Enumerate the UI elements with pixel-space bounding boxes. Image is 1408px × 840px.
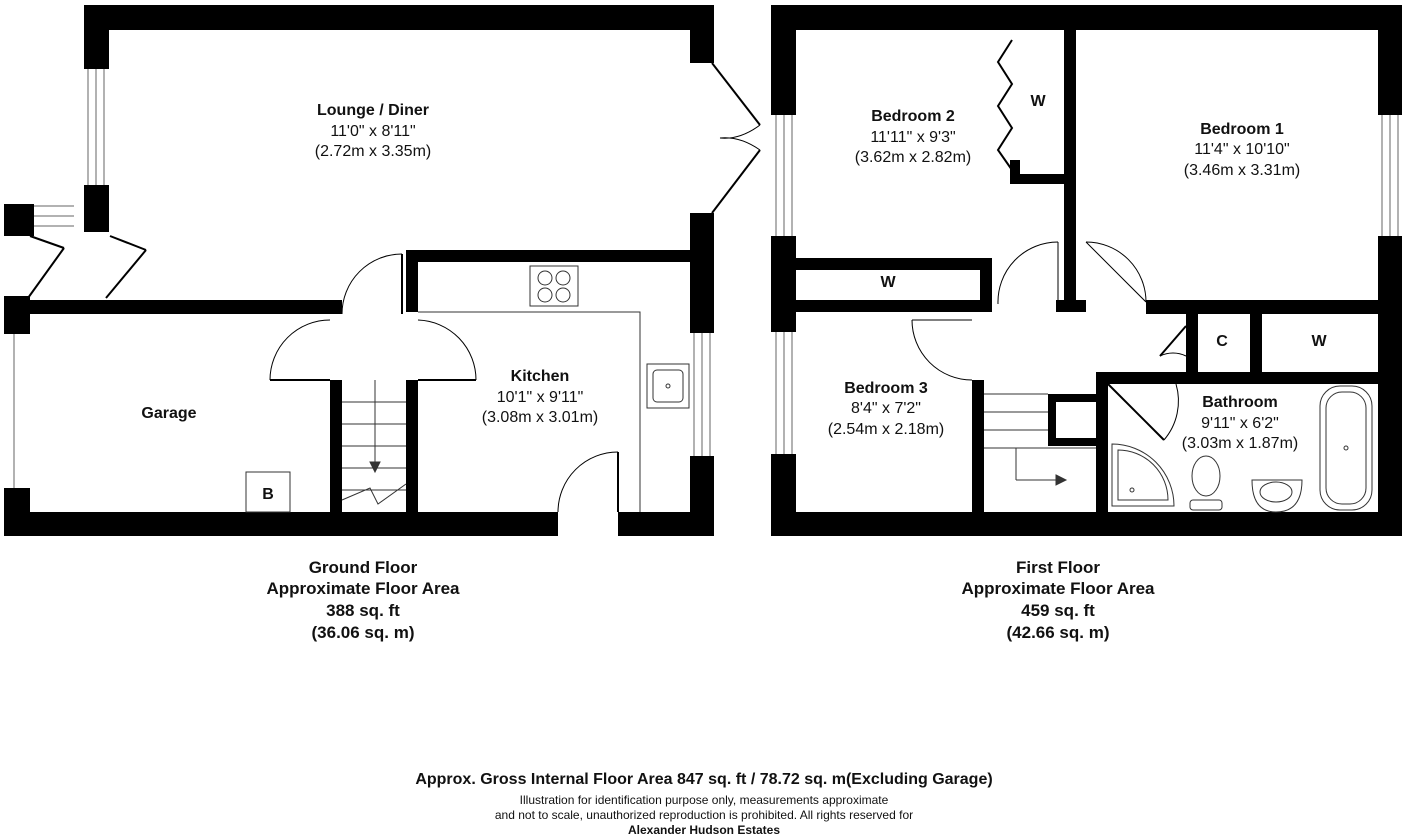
first-floor-walls xyxy=(771,5,1402,536)
wardrobe-label-landing: W xyxy=(1311,333,1327,350)
room-metric-kitchen: (3.08m x 3.01m) xyxy=(481,409,599,426)
room-size-lounge: 11'0" x 8'11" xyxy=(330,123,416,140)
disclaimer-line-1: Illustration for identification purpose only, measurements approximate xyxy=(519,793,889,807)
ground-floor-area-sqm: (36.06 sq. m) xyxy=(311,623,415,642)
company-name: Alexander Hudson Estates xyxy=(627,823,781,837)
room-size-bedroom-2: 11'11" x 9'3" xyxy=(870,129,956,146)
room-name-bedroom-2: Bedroom 2 xyxy=(871,108,955,125)
room-metric-bedroom-1: (3.46m x 3.31m) xyxy=(1183,162,1301,179)
room-size-kitchen: 10'1" x 9'11" xyxy=(496,389,584,406)
cupboard-label: C xyxy=(1216,333,1228,350)
first-floor-title: First Floor xyxy=(1015,558,1101,577)
wardrobe-label-bedroom-2: W xyxy=(1030,93,1046,110)
room-size-bedroom-3: 8'4" x 7'2" xyxy=(851,400,921,417)
room-name-bedroom-1: Bedroom 1 xyxy=(1200,121,1284,138)
room-metric-bedroom-3: (2.54m x 2.18m) xyxy=(827,421,945,438)
ground-floor-area-sqft: 388 sq. ft xyxy=(326,601,400,620)
room-metric-bathroom: (3.03m x 1.87m) xyxy=(1181,435,1299,452)
first-floor-area-sqm: (42.66 sq. m) xyxy=(1006,623,1110,642)
room-name-bedroom-3: Bedroom 3 xyxy=(844,380,928,397)
first-floor-subtitle: Approximate Floor Area xyxy=(961,579,1155,598)
ground-floor-subtitle: Approximate Floor Area xyxy=(266,579,460,598)
first-floor-summary xyxy=(961,558,1155,642)
room-size-bedroom-1: 11'4" x 10'10" xyxy=(1194,141,1290,158)
ground-floor-plan xyxy=(4,5,760,642)
room-name-kitchen: Kitchen xyxy=(510,368,570,385)
room-name-garage: Garage xyxy=(141,405,197,422)
ground-floor-title: Ground Floor xyxy=(308,558,418,577)
ground-floor-walls xyxy=(4,5,714,536)
room-size-bathroom: 9'11" x 6'2" xyxy=(1201,415,1279,432)
room-metric-lounge: (2.72m x 3.35m) xyxy=(314,143,432,160)
ground-floor-summary xyxy=(266,558,460,642)
disclaimer-line-2: and not to scale, unauthorized reproduction is prohibited. All rights reserved for xyxy=(494,808,914,822)
gross-area-text: Approx. Gross Internal Floor Area 847 sq. ft / 78.72 sq. m(Excluding Garage) xyxy=(415,771,993,788)
wardrobe-label-bedroom-3: W xyxy=(880,274,896,291)
room-metric-bedroom-2: (3.62m x 2.82m) xyxy=(854,149,972,166)
first-floor-area-sqft: 459 sq. ft xyxy=(1021,601,1095,620)
boiler-label: B xyxy=(262,486,274,503)
first-floor-plan xyxy=(771,5,1402,642)
room-name-lounge: Lounge / Diner xyxy=(317,102,429,119)
room-name-bathroom: Bathroom xyxy=(1202,394,1278,411)
